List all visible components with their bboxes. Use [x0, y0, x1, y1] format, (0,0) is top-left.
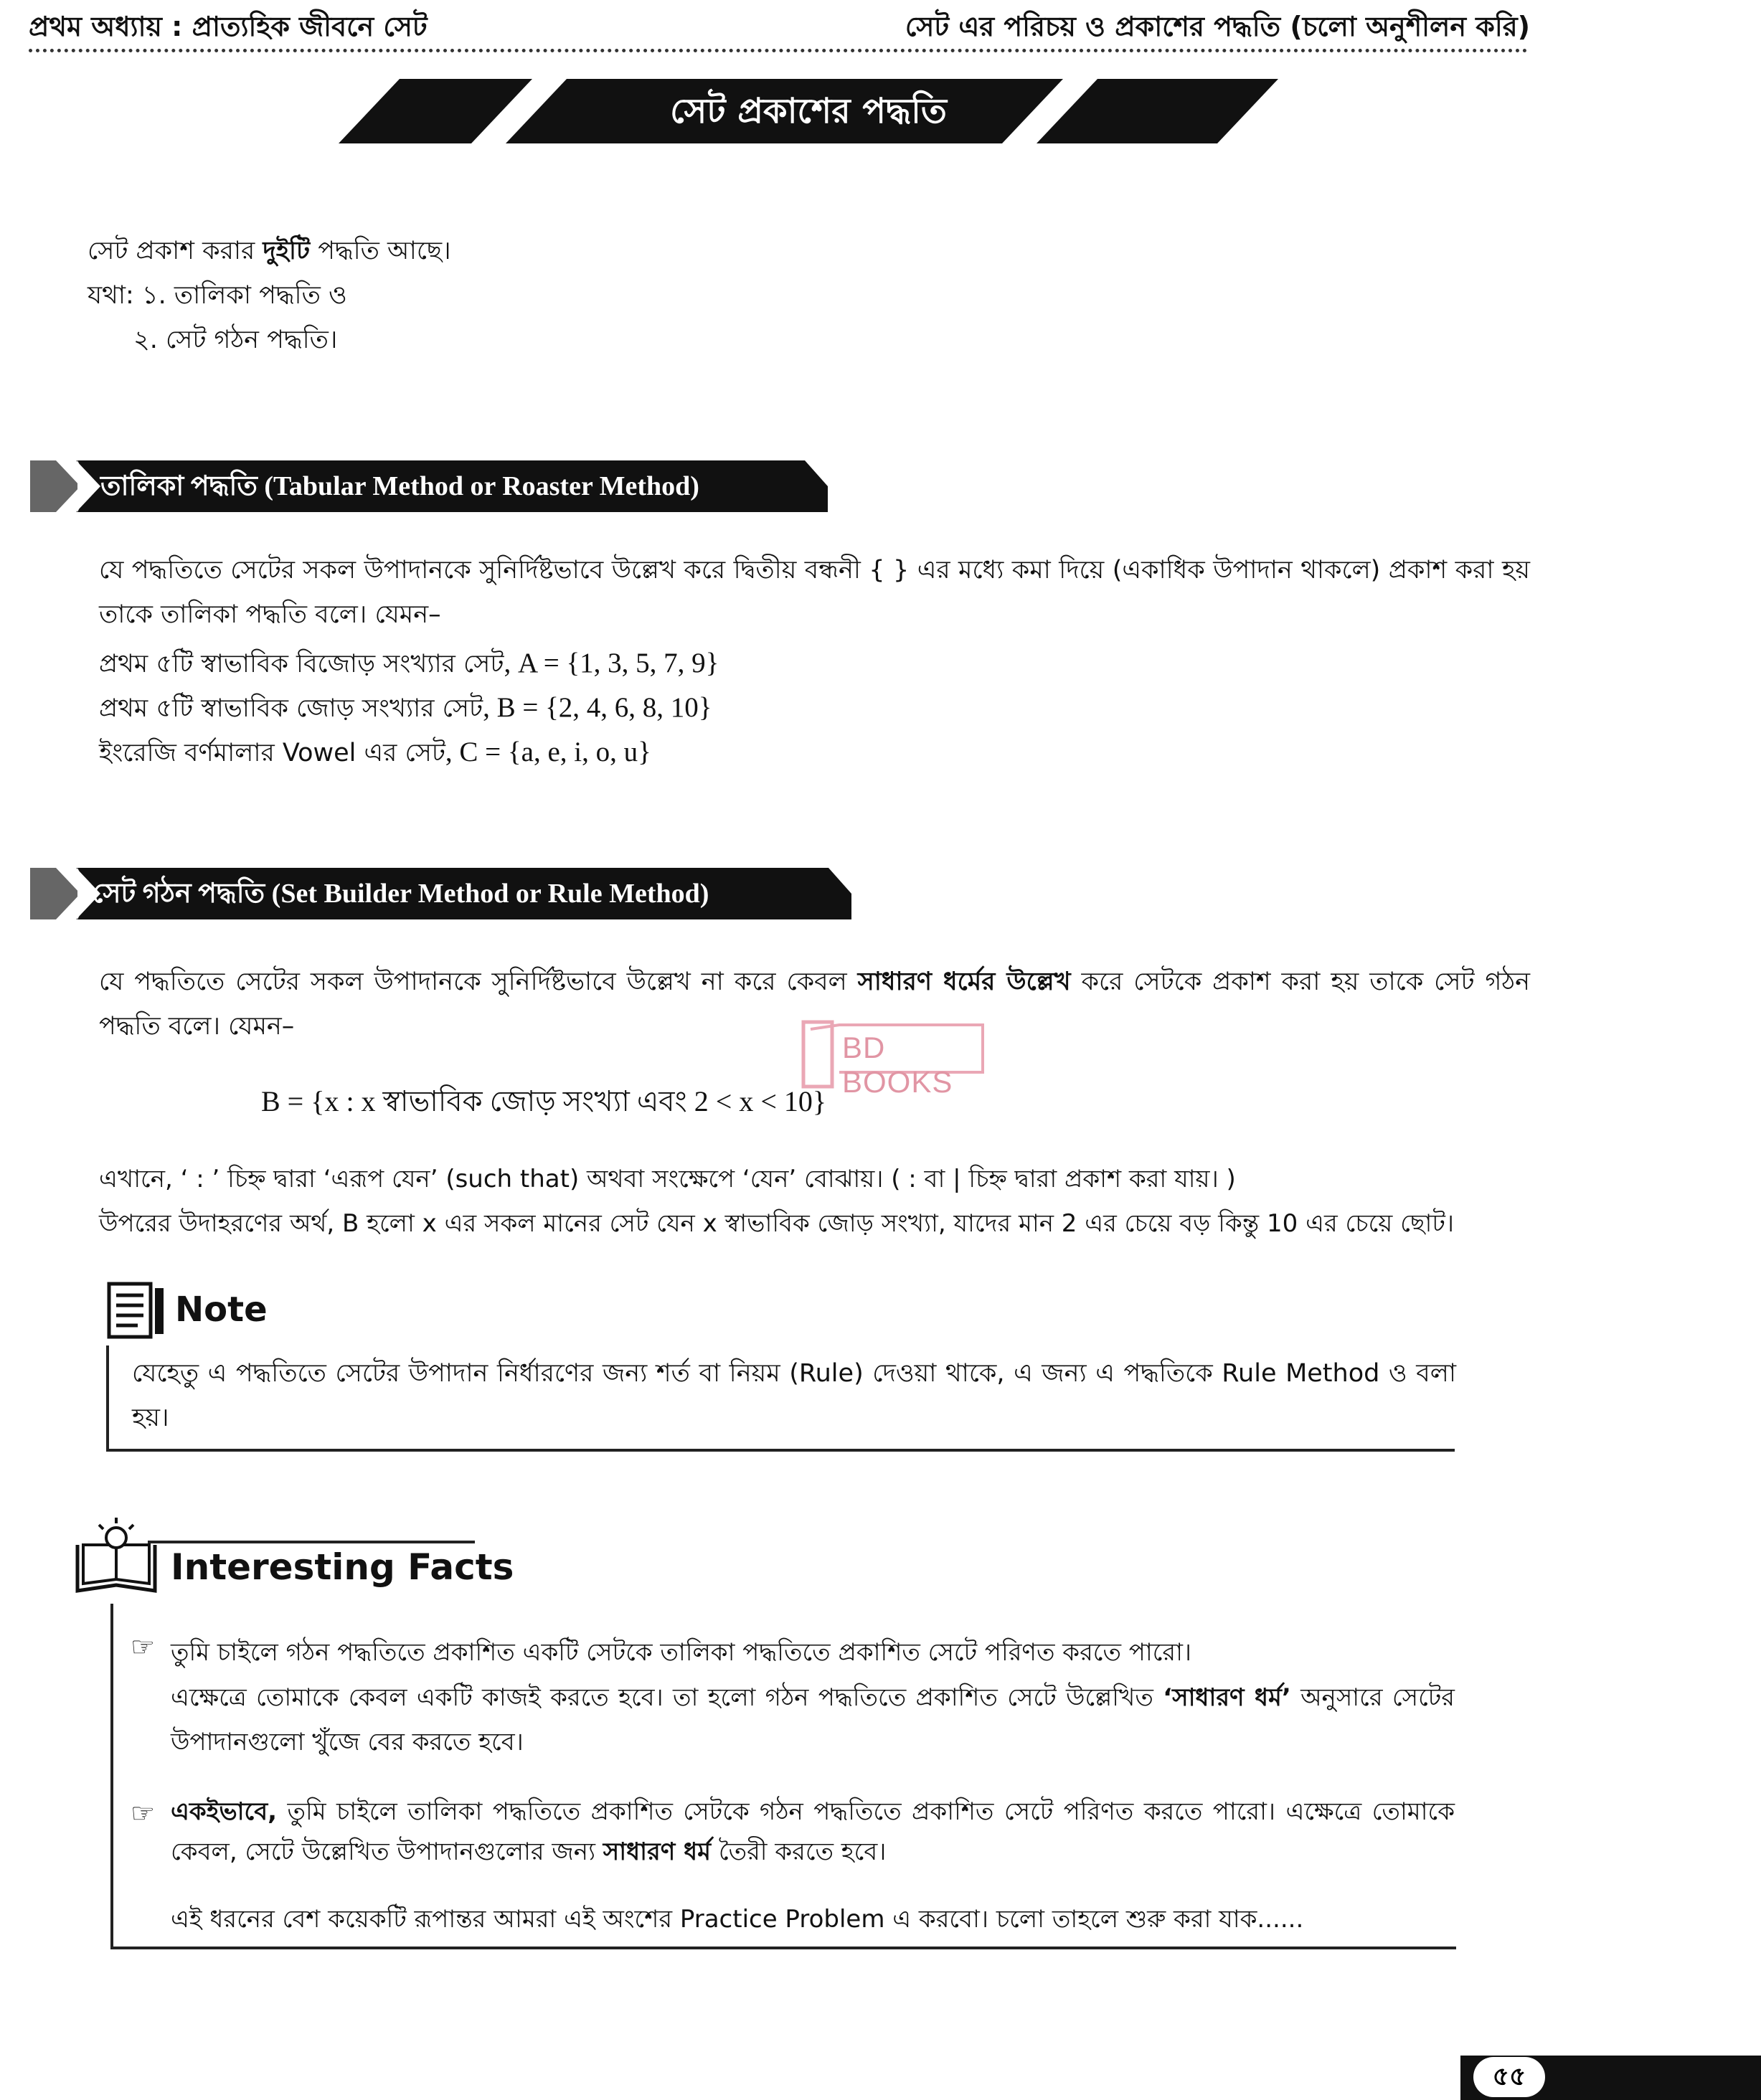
builder-explain-1: এখানে, ‘ : ’ চিহ্ন দ্বারা ‘এরূপ যেন’ (such that) অথবা সংক্ষেপে ‘যেন’ বোঝায়। ( : বা | চিহ্ন দ্বারা প্রকাশ করা যায়। ) [99, 1165, 1236, 1193]
pointing-hand-icon: ☞ [131, 1797, 156, 1829]
fact-2: একইভাবে, তুমি চাইলে তালিকা পদ্ধতিতে প্রকাশিত সেটকে গঠন পদ্ধতিতে প্রকাশিত সেটে পরিণত করতে পারো। এক্ষেত্রে তোমাকে কেবল, সেটে উল্লেখিত উপাদানগুলোর জন্য সাধারণ ধর্ম তৈরী করতে হবে। [171, 1797, 1455, 1866]
intro-line-1: সেট প্রকাশ করার দুইটি পদ্ধতি আছে। [88, 237, 451, 265]
intro-line-3: ২. সেট গঠন পদ্ধতি। [133, 326, 338, 354]
note-label: Note [175, 1290, 268, 1330]
tabular-example-2: প্রথম ৫টি স্বাভাবিক জোড় সংখ্যার সেট, B = {2, 4, 6, 8, 10} [99, 692, 712, 723]
pointing-hand-icon: ☞ [131, 1631, 156, 1662]
page-number-bar [1460, 2056, 1761, 2100]
running-header-left: প্রথম অধ্যায় : প্রাত্যহিক জীবনে সেট [29, 11, 428, 42]
watermark-text: BD BOOKS [842, 1031, 953, 1099]
intro-line-2: যথা: ১. তালিকা পদ্ধতি ও [88, 281, 347, 310]
fact-1-line-1: তুমি চাইলে গঠন পদ্ধতিতে প্রকাশিত একটি সেটকে তালিকা পদ্ধতিতে প্রকাশিত সেটে পরিণত করতে পারো। [171, 1638, 1192, 1667]
title-banner [339, 79, 1278, 143]
header-dotted-rule [29, 49, 1528, 52]
note-box [106, 1345, 1455, 1452]
section-title-builder: সেট গঠন পদ্ধতি (Set Builder Method or Rule Method) [92, 879, 709, 909]
tabular-example-1: প্রথম ৫টি স্বাভাবিক বিজোড় সংখ্যার সেট, A = {1, 3, 5, 7, 9} [99, 648, 719, 678]
book-bulb-icon [72, 1516, 162, 1595]
section-title-tabular: তালিকা পদ্ধতি (Tabular Method or Roaster Method) [100, 471, 699, 501]
tabular-description: যে পদ্ধতিতে সেটের সকল উপাদানকে সুনির্দিষ্টভাবে উল্লেখ করে দ্বিতীয় বন্ধনী { } এর মধ্যে কমা দিয়ে (একাধিক উপাদান থাকলে) প্রকাশ করা হয় তাকে তালিকা পদ্ধতি বলে। যেমন– [99, 556, 1530, 629]
note-text: যেহেতু এ পদ্ধতিতে সেটের উপাদান নির্ধারণের জন্য শর্ত বা নিয়ম (Rule) দেওয়া থাকে, এ জন্য এ পদ্ধতিকে Rule Method ও বলা হয়। [132, 1359, 1456, 1432]
builder-explain-2: উপরের উদাহরণের অর্থ, B হলো x এর সকল মানের সেট যেন x স্বাভাবিক জোড় সংখ্যা, যাদের মান 2 এর চেয়ে বড় কিন্তু 10 এর চেয়ে ছোট। [99, 1209, 1455, 1238]
page-number: ৫৫ [1473, 2057, 1545, 2097]
facts-label: Interesting Facts [171, 1546, 514, 1588]
builder-description: যে পদ্ধতিতে সেটের সকল উপাদানকে সুনির্দিষ্টভাবে উল্লেখ না করে কেবল সাধারণ ধর্মের উল্লেখ করে সেটকে প্রকাশ করা হয় তাকে সেট গঠন পদ্ধতি বলে। যেমন– [99, 968, 1530, 1041]
builder-example: B = {x : x স্বাভাবিক জোড় সংখ্যা এবং 2 < x < 10} [261, 1085, 827, 1117]
facts-title-rule [148, 1541, 475, 1543]
facts-closing: এই ধরনের বেশ কয়েকটি রূপান্তর আমরা এই অংশের Practice Problem এ করবো। চলো তাহলে শুরু করা যাক...... [171, 1905, 1304, 1934]
section-header-tabular [30, 460, 828, 512]
banner-title: সেট প্রকাশের পদ্ধতি [670, 91, 947, 131]
section-header-builder [30, 868, 851, 919]
tabular-example-3: ইংরেজি বর্ণমালার Vowel এর সেট, C = {a, e, i, o, u} [99, 737, 651, 767]
note-icon [106, 1281, 168, 1343]
running-header-right: সেট এর পরিচয় ও প্রকাশের পদ্ধতি (চলো অনুশীলন করি) [905, 11, 1530, 42]
fact-1-detail: এক্ষেত্রে তোমাকে কেবল একটি কাজই করতে হবে। তা হলো গঠন পদ্ধতিতে প্রকাশিত সেটে উল্লেখিত ‘সাধারণ ধর্ম’ অনুসারে সেটের উপাদানগুলো খুঁজে বের করতে হবে। [171, 1683, 1455, 1756]
